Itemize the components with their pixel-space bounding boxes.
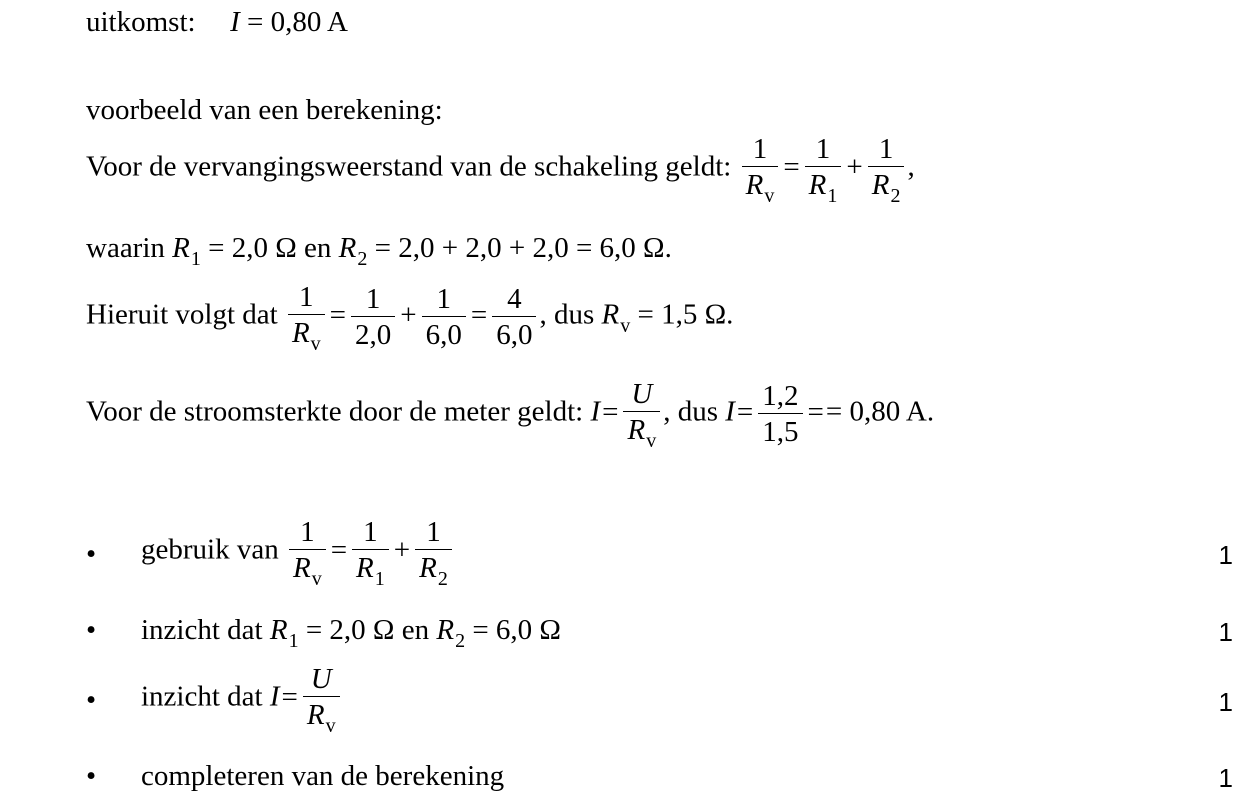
fraction-4-over-6: $\frac{4}{6,0}$ [492, 282, 536, 353]
calc-line-1-text: Voor de vervangingsweerstand van de schakeling geldt: [86, 150, 732, 183]
fraction-1-over-r2: $\frac{1}{R_2}$ [868, 132, 905, 206]
answer-var: I [230, 6, 240, 38]
fraction-1-over-rv: $\frac{1}{R_v}$ [289, 515, 326, 589]
fraction-1-over-r1: $\frac{1}{R_1}$ [352, 515, 389, 589]
calc-line-1: Voor de vervangingsweerstand van de schakeling geldt: $\frac{1}{R_v}$ = $\frac{1}{R_1}$ + $\frac{1}{R_2}$ , [86, 133, 915, 207]
fraction-u-over-rv: $\frac{U}{R_v}$ [623, 377, 660, 451]
rubric-score: 1 [1218, 617, 1233, 647]
bullet-icon: • [86, 760, 97, 792]
answer-equals: = [247, 6, 264, 38]
bullet-icon: • [86, 684, 97, 716]
bullet-icon: • [86, 614, 97, 646]
rubric-item-text: inzicht dat $R_1 = 2,0$ Ω en $R_2 = 6,0$ Ω [141, 614, 561, 652]
rubric-item-text: completeren van de berekening [141, 760, 505, 792]
example-heading: voorbeeld van een berekening: [86, 94, 443, 126]
fraction-1-over-2: $\frac{1}{2,0}$ [351, 282, 395, 353]
calc-line-2: waarin $R_1 = 2,0$ Ω en $R_2 = 2,0 + 2,0 + 2,0 = 6,0$ Ω. [86, 232, 672, 270]
fraction-12-over-15: $\frac{1,2}{1,5}$ [758, 379, 802, 450]
fraction-1-over-r1: $\frac{1}{R_1}$ [805, 132, 842, 206]
fraction-u-over-rv: $\frac{U}{R_v}$ [303, 662, 340, 736]
rubric-item-text: inzicht dat I= $\frac{U}{R_v}$ [141, 662, 343, 736]
answer-line [86, 6, 348, 39]
calc-line-3: Hieruit volgt dat $\frac{1}{R_v}$ = $\frac{1}{2,0}$ + $\frac{1}{6,0}$ = $\frac{4}{6,0}$ , dus $R_v = 1,5$ Ω. [86, 281, 734, 355]
rubric-item-text: gebruik van $\frac{1}{R_v}$ = $\frac{1}{R_1}$ + $\frac{1}{R_2}$ [141, 515, 455, 589]
fraction-1-over-r2: $\frac{1}{R_2}$ [415, 515, 452, 589]
calc-line-4: Voor de stroomsterkte door de meter geldt: I= $\frac{U}{R_v}$ , dus I= $\frac{1,2}{1,5}$ == 0,80 A. [86, 378, 935, 452]
rubric-score: 1 [1218, 540, 1233, 570]
rubric-score: 1 [1218, 687, 1233, 717]
fraction-1-over-rv: $\frac{1}{R_v}$ [742, 132, 779, 206]
rubric-score: 1 [1218, 763, 1233, 793]
fraction-1-over-rv: $\frac{1}{R_v}$ [288, 280, 325, 354]
answer-label: uitkomst: [86, 6, 196, 38]
bullet-icon: • [86, 538, 97, 570]
fraction-1-over-6: $\frac{1}{6,0}$ [422, 282, 466, 353]
answer-value: 0,80 A [270, 6, 348, 38]
